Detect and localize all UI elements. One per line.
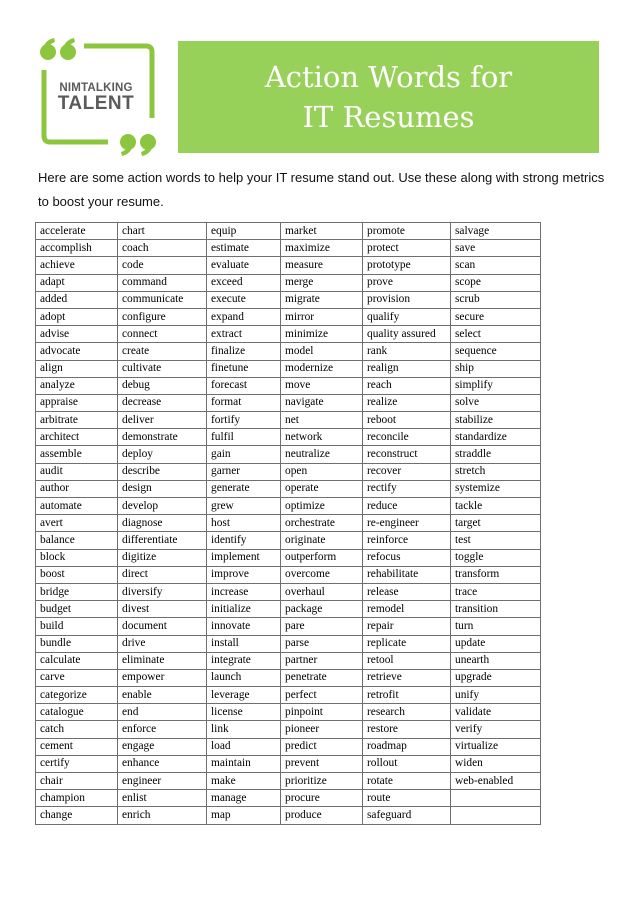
table-cell: ship [451,360,541,377]
table-cell: reach [363,377,451,394]
table-cell: appraise [36,394,118,411]
table-row [36,773,541,790]
table-cell: develop [118,498,207,515]
table-cell: tackle [451,498,541,515]
table-row [36,669,541,686]
table-cell: map [207,807,281,824]
table-cell: stretch [451,463,541,480]
table-cell: parse [281,635,363,652]
table-cell: promote [363,223,451,240]
table-cell: systemize [451,480,541,497]
table-row [36,257,541,274]
table-cell: format [207,394,281,411]
table-cell [451,807,541,824]
table-cell: diversify [118,583,207,600]
table-cell: realize [363,394,451,411]
table-cell: network [281,429,363,446]
table-cell: maximize [281,240,363,257]
table-cell: certify [36,755,118,772]
table-row [36,652,541,669]
table-cell: change [36,807,118,824]
table-cell: recover [363,463,451,480]
table-cell: load [207,738,281,755]
table-row [36,412,541,429]
table-cell: initialize [207,601,281,618]
table-cell: configure [118,308,207,325]
title-line-2: IT Resumes [302,100,475,134]
table-cell: rank [363,343,451,360]
table-cell: pinpoint [281,704,363,721]
table-cell: transition [451,601,541,618]
table-cell: upgrade [451,669,541,686]
table-cell: outperform [281,549,363,566]
table-cell: equip [207,223,281,240]
table-cell: retrieve [363,669,451,686]
table-row [36,498,541,515]
table-row [36,566,541,583]
table-cell: prove [363,274,451,291]
table-cell: estimate [207,240,281,257]
table-cell: decrease [118,394,207,411]
table-row [36,394,541,411]
table-cell: expand [207,308,281,325]
table-row [36,721,541,738]
table-cell: automate [36,498,118,515]
logo-line-2: TALENT [57,93,135,114]
table-cell: orchestrate [281,515,363,532]
table-cell: simplify [451,377,541,394]
table-cell: overhaul [281,583,363,600]
table-row [36,446,541,463]
table-cell: added [36,291,118,308]
table-cell: virtualize [451,738,541,755]
table-cell: manage [207,790,281,807]
table-cell: reboot [363,412,451,429]
table-cell: turn [451,618,541,635]
table-cell: generate [207,480,281,497]
table-cell: enforce [118,721,207,738]
table-cell: improve [207,566,281,583]
table-row [36,223,541,240]
table-cell: restore [363,721,451,738]
table-cell: champion [36,790,118,807]
table-cell: diagnose [118,515,207,532]
table-cell: procure [281,790,363,807]
table-cell: scrub [451,291,541,308]
table-cell: cultivate [118,360,207,377]
table-cell: accelerate [36,223,118,240]
table-cell: realign [363,360,451,377]
table-row [36,583,541,600]
table-cell: align [36,360,118,377]
table-row [36,343,541,360]
table-cell: reconstruct [363,446,451,463]
table-cell: forecast [207,377,281,394]
table-cell: avert [36,515,118,532]
table-cell: maintain [207,755,281,772]
table-cell: increase [207,583,281,600]
table-cell: originate [281,532,363,549]
table-cell: digitize [118,549,207,566]
table-cell: standardize [451,429,541,446]
table-row [36,618,541,635]
table-row [36,463,541,480]
company-logo [36,38,158,156]
table-cell: engage [118,738,207,755]
table-cell: deploy [118,446,207,463]
table-cell: block [36,549,118,566]
table-cell: calculate [36,652,118,669]
table-row [36,429,541,446]
table-cell: bundle [36,635,118,652]
table-cell: enrich [118,807,207,824]
table-cell: unify [451,687,541,704]
table-cell: move [281,377,363,394]
table-row [36,549,541,566]
table-cell: pioneer [281,721,363,738]
table-cell: trace [451,583,541,600]
table-cell: scan [451,257,541,274]
table-cell: rotate [363,773,451,790]
table-cell: grew [207,498,281,515]
table-row [36,377,541,394]
table-cell: build [36,618,118,635]
table-cell: finalize [207,343,281,360]
table-cell: finetune [207,360,281,377]
table-row [36,308,541,325]
table-cell: engineer [118,773,207,790]
table-body [36,223,541,825]
table-cell: update [451,635,541,652]
table-cell: debug [118,377,207,394]
table-cell: boost [36,566,118,583]
table-cell: penetrate [281,669,363,686]
table-cell: license [207,704,281,721]
table-row [36,687,541,704]
table-cell: qualify [363,308,451,325]
table-cell: partner [281,652,363,669]
table-cell: transform [451,566,541,583]
table-cell: direct [118,566,207,583]
table-cell: design [118,480,207,497]
table-cell: perfect [281,687,363,704]
table-cell: author [36,480,118,497]
table-cell: repair [363,618,451,635]
table-cell: package [281,601,363,618]
table-cell: end [118,704,207,721]
table-cell: validate [451,704,541,721]
table-cell: fortify [207,412,281,429]
table-row [36,790,541,807]
table-cell: describe [118,463,207,480]
table-cell: overcome [281,566,363,583]
intro-paragraph: Here are some action words to help your IT resume stand out. Use these along with strong metrics to boost your resume. [38,170,605,209]
table-cell: launch [207,669,281,686]
table-cell: enable [118,687,207,704]
table-row [36,755,541,772]
table-cell: garner [207,463,281,480]
table-cell: rehabilitate [363,566,451,583]
table-cell: identify [207,532,281,549]
table-cell: bridge [36,583,118,600]
table-cell: innovate [207,618,281,635]
table-row [36,807,541,824]
table-cell: coach [118,240,207,257]
table-cell: categorize [36,687,118,704]
table-cell: integrate [207,652,281,669]
table-cell: save [451,240,541,257]
table-cell: unearth [451,652,541,669]
table-cell: reconcile [363,429,451,446]
table-cell: advise [36,326,118,343]
table-cell: install [207,635,281,652]
title-banner [178,41,599,153]
table-cell: empower [118,669,207,686]
table-cell: operate [281,480,363,497]
table-cell: command [118,274,207,291]
table-cell: optimize [281,498,363,515]
table-cell: refocus [363,549,451,566]
table-cell: demonstrate [118,429,207,446]
table-cell: catalogue [36,704,118,721]
table-cell: retrofit [363,687,451,704]
table-cell: rollout [363,755,451,772]
table-cell: code [118,257,207,274]
table-cell: exceed [207,274,281,291]
table-cell: net [281,412,363,429]
table-cell: straddle [451,446,541,463]
table-cell: carve [36,669,118,686]
table-cell: balance [36,532,118,549]
table-cell: mirror [281,308,363,325]
table-row [36,291,541,308]
table-cell: enlist [118,790,207,807]
table-cell: create [118,343,207,360]
table-cell: replicate [363,635,451,652]
table-cell [451,790,541,807]
table-cell: toggle [451,549,541,566]
table-cell: release [363,583,451,600]
table-cell: reinforce [363,532,451,549]
table-cell: architect [36,429,118,446]
table-cell: budget [36,601,118,618]
action-words-table [35,222,541,825]
table-cell: reduce [363,498,451,515]
table-cell: rectify [363,480,451,497]
table-cell: fulfil [207,429,281,446]
table-cell: widen [451,755,541,772]
table-cell: gain [207,446,281,463]
table-cell: deliver [118,412,207,429]
table-cell: arbitrate [36,412,118,429]
table-cell: verify [451,721,541,738]
table-cell: research [363,704,451,721]
table-cell: document [118,618,207,635]
table-row [36,601,541,618]
table-cell: analyze [36,377,118,394]
table-cell: advocate [36,343,118,360]
table-row [36,515,541,532]
table-cell: chart [118,223,207,240]
table-cell: adopt [36,308,118,325]
table-cell: safeguard [363,807,451,824]
table-cell: test [451,532,541,549]
table-cell: remodel [363,601,451,618]
table-cell: prototype [363,257,451,274]
table-cell: achieve [36,257,118,274]
table-cell: accomplish [36,240,118,257]
table-cell: implement [207,549,281,566]
table-cell: make [207,773,281,790]
table-cell: leverage [207,687,281,704]
logo-wordmark [36,82,156,114]
table-cell: differentiate [118,532,207,549]
table-cell: protect [363,240,451,257]
table-cell: adapt [36,274,118,291]
table-cell: sequence [451,343,541,360]
table-cell: enhance [118,755,207,772]
logo-line-1: NIMTALKING [59,82,133,94]
table-cell: migrate [281,291,363,308]
table-cell: extract [207,326,281,343]
table-cell: host [207,515,281,532]
table-cell: connect [118,326,207,343]
table-cell: modernize [281,360,363,377]
table-cell: target [451,515,541,532]
table-cell: solve [451,394,541,411]
table-row [36,240,541,257]
table-cell: link [207,721,281,738]
table-cell: stabilize [451,412,541,429]
table-cell: route [363,790,451,807]
table-row [36,274,541,291]
table-cell: audit [36,463,118,480]
table-cell: measure [281,257,363,274]
table-row [36,326,541,343]
table-cell: prioritize [281,773,363,790]
table-row [36,480,541,497]
table-row [36,738,541,755]
table-cell: assemble [36,446,118,463]
table-cell: roadmap [363,738,451,755]
table-cell: drive [118,635,207,652]
table-cell: scope [451,274,541,291]
table-cell: market [281,223,363,240]
table-row [36,532,541,549]
table-cell: merge [281,274,363,291]
table-cell: neutralize [281,446,363,463]
table-cell: execute [207,291,281,308]
table-cell: cement [36,738,118,755]
table-cell: evaluate [207,257,281,274]
table-cell: prevent [281,755,363,772]
table-cell: chair [36,773,118,790]
table-cell: pare [281,618,363,635]
table-cell: minimize [281,326,363,343]
table-cell: salvage [451,223,541,240]
title-line-1: Action Words for [264,60,513,94]
table-cell: retool [363,652,451,669]
table-cell: navigate [281,394,363,411]
table-cell: catch [36,721,118,738]
table-cell: provision [363,291,451,308]
table-row [36,704,541,721]
table-cell: produce [281,807,363,824]
table-cell: model [281,343,363,360]
table-cell: select [451,326,541,343]
table-cell: re-engineer [363,515,451,532]
table-cell: quality assured [363,326,451,343]
table-row [36,360,541,377]
table-cell: open [281,463,363,480]
table-cell: eliminate [118,652,207,669]
table-cell: divest [118,601,207,618]
table-cell: secure [451,308,541,325]
table-cell: predict [281,738,363,755]
table-row [36,635,541,652]
table-cell: web-enabled [451,773,541,790]
table-cell: communicate [118,291,207,308]
